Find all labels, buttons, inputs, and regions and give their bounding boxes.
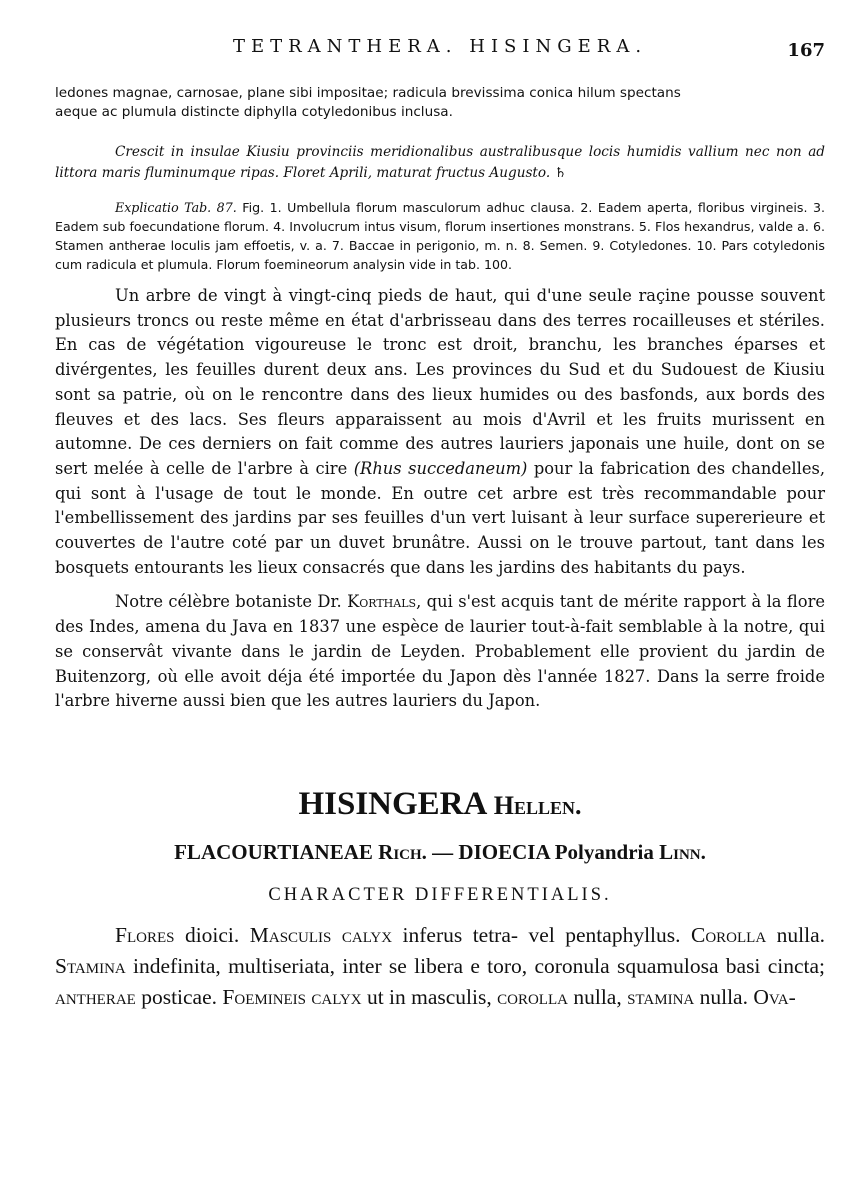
page-number: 167 bbox=[787, 40, 825, 61]
char-text-part: inferus tetra- vel pentaphyllus. bbox=[392, 922, 691, 947]
french-paragraph-1 bbox=[55, 284, 825, 580]
genus-author: Hellen. bbox=[493, 790, 582, 820]
plate-explanation bbox=[55, 198, 825, 274]
char-text-part: indefinita, multiseriata, inter se libera e toro, coronula squamulosa basi cincta; bbox=[125, 953, 825, 978]
family-author: Rich. bbox=[378, 839, 427, 864]
char-term: corolla bbox=[497, 984, 568, 1009]
linnaean-class: DIOECIA Polyandria bbox=[458, 839, 654, 864]
species-name: (Rhus succedaneum) bbox=[353, 458, 528, 478]
linnaean-author: Linn. bbox=[659, 839, 706, 864]
latin-line: ledones magnae, carnosae, plane sibi impositae; radicula brevissima conica hilum spectans bbox=[55, 85, 681, 101]
char-term: stamina bbox=[627, 984, 695, 1009]
char-term: Foemineis calyx bbox=[222, 984, 362, 1009]
char-term: Masculis calyx bbox=[249, 922, 393, 947]
genus-heading bbox=[55, 784, 825, 826]
plate-explanation-text: Fig. 1. Umbellula florum masculorum adhuc clausa. 2. Eadem aperta, floribus virgineis. 3. Eadem sub foecundatione florum. 4. Involucrum intus visum, florum insertiones monstrans. 5. Flos hexandrus, valde a. 6. Stamen antherae loculis jam effoetis, v. a. 7. Baccae in perigonio, m. n. 8. Semen. 9. Cotyledones. 10. Pars cotyledonis cum radicula et plumula. Florum foemineorum analysin vide in tab. 100. bbox=[55, 200, 825, 272]
french-description bbox=[55, 284, 825, 714]
genus-name: HISINGERA bbox=[298, 785, 486, 822]
char-text-part: posticae. bbox=[135, 984, 223, 1009]
char-text-part: dioici. bbox=[174, 922, 250, 947]
running-head bbox=[55, 36, 825, 66]
french-paragraph-1-part-a: Un arbre de vingt à vingt-cinq pieds de haut, qui d'une seule raçine pousse souvent plusieurs troncs ou reste même en état d'arbrisseau dans des terres rocailleuses et stériles. En cas de végétation vigoureuse le tronc est droit, branchu, les branches éparses et divérgentes, les feuilles durent deux ans. Les provinces du Sud et du Sudouest de Kiusiu sont sa patrie, où on le rencontre dans des lieux humides ou des basfonds, aux bords des fleuves et des lacs. Ses fleurs apparaissent au mois d'Avril et les fruits murissent en automne. De ces derniers on fait comme des autres lauriers japonais une huile, dont on se sert melée à celle de l'arbre à cire bbox=[55, 286, 825, 478]
character-text bbox=[55, 920, 825, 1013]
latin-description-continued bbox=[55, 84, 825, 122]
french-paragraph-2 bbox=[55, 590, 825, 714]
char-text-part: nulla, bbox=[567, 984, 628, 1009]
char-term: Ova- bbox=[753, 984, 796, 1009]
running-title: TETRANTHERA. HISINGERA. bbox=[232, 36, 648, 57]
french-paragraph-2-part-b: , qui s'est acquis tant de mérite rapport à la flore des Indes, amena du Java en 1837 une espèce de laurier tout-à-fait semblable à la notre, qui se conservât vivante dans le jardin de Leyden. Probablement elle provient du jardin de Buitenzorg, où elle avoit déja été importée du Japon dès l'année 1827. Dans la serre froide l'arbre hiverne aussi bien que les autres lauriers du Japon. bbox=[55, 592, 825, 711]
char-text-part: ut in masculis, bbox=[361, 984, 498, 1009]
classification-dash: — bbox=[432, 839, 454, 864]
char-text-part: nulla. bbox=[766, 922, 825, 947]
habitat-paragraph: Crescit in insulae Kiusiu provinciis meridionalibus australibusque locis humidis vallium nec non ad littora maris fluminumque ripas. Floret Aprili, maturat fructus Augusto. ♄ bbox=[55, 144, 825, 181]
char-term: antherae bbox=[55, 984, 136, 1009]
classification-line bbox=[55, 840, 825, 865]
plate-explanation-label: Explicatio Tab. 87. bbox=[115, 200, 237, 215]
char-text-part: nulla. bbox=[694, 984, 754, 1009]
char-term: Flores bbox=[115, 922, 175, 947]
botanist-name: Korthals bbox=[347, 592, 417, 612]
family-name: FLACOURTIANEAE bbox=[174, 839, 373, 864]
character-heading: CHARACTER DIFFERENTIALIS. bbox=[268, 884, 612, 905]
french-paragraph-2-part-a: Notre célèbre botaniste Dr. bbox=[115, 592, 348, 612]
french-paragraph-1-part-b: pour la fabrication des chandelles, qui sont à l'usage de tout le monde. En outre cet arbre est très recommandable pour l'embellissement des jardins par ses feuilles d'un vert luisant à leur surface supererieure et couvertes de l'autre coté par un duvet brunâtre. Aussi on le trouve partout, tant dans les bosquets entourants les lieux consacrés que dans les jardins des habitants du pays. bbox=[55, 458, 825, 577]
char-term: Stamina bbox=[55, 953, 126, 978]
char-term: Corolla bbox=[690, 922, 767, 947]
page bbox=[55, 36, 825, 1013]
latin-line: aeque ac plumula distincte diphylla cotyledonibus inclusa. bbox=[55, 104, 453, 120]
